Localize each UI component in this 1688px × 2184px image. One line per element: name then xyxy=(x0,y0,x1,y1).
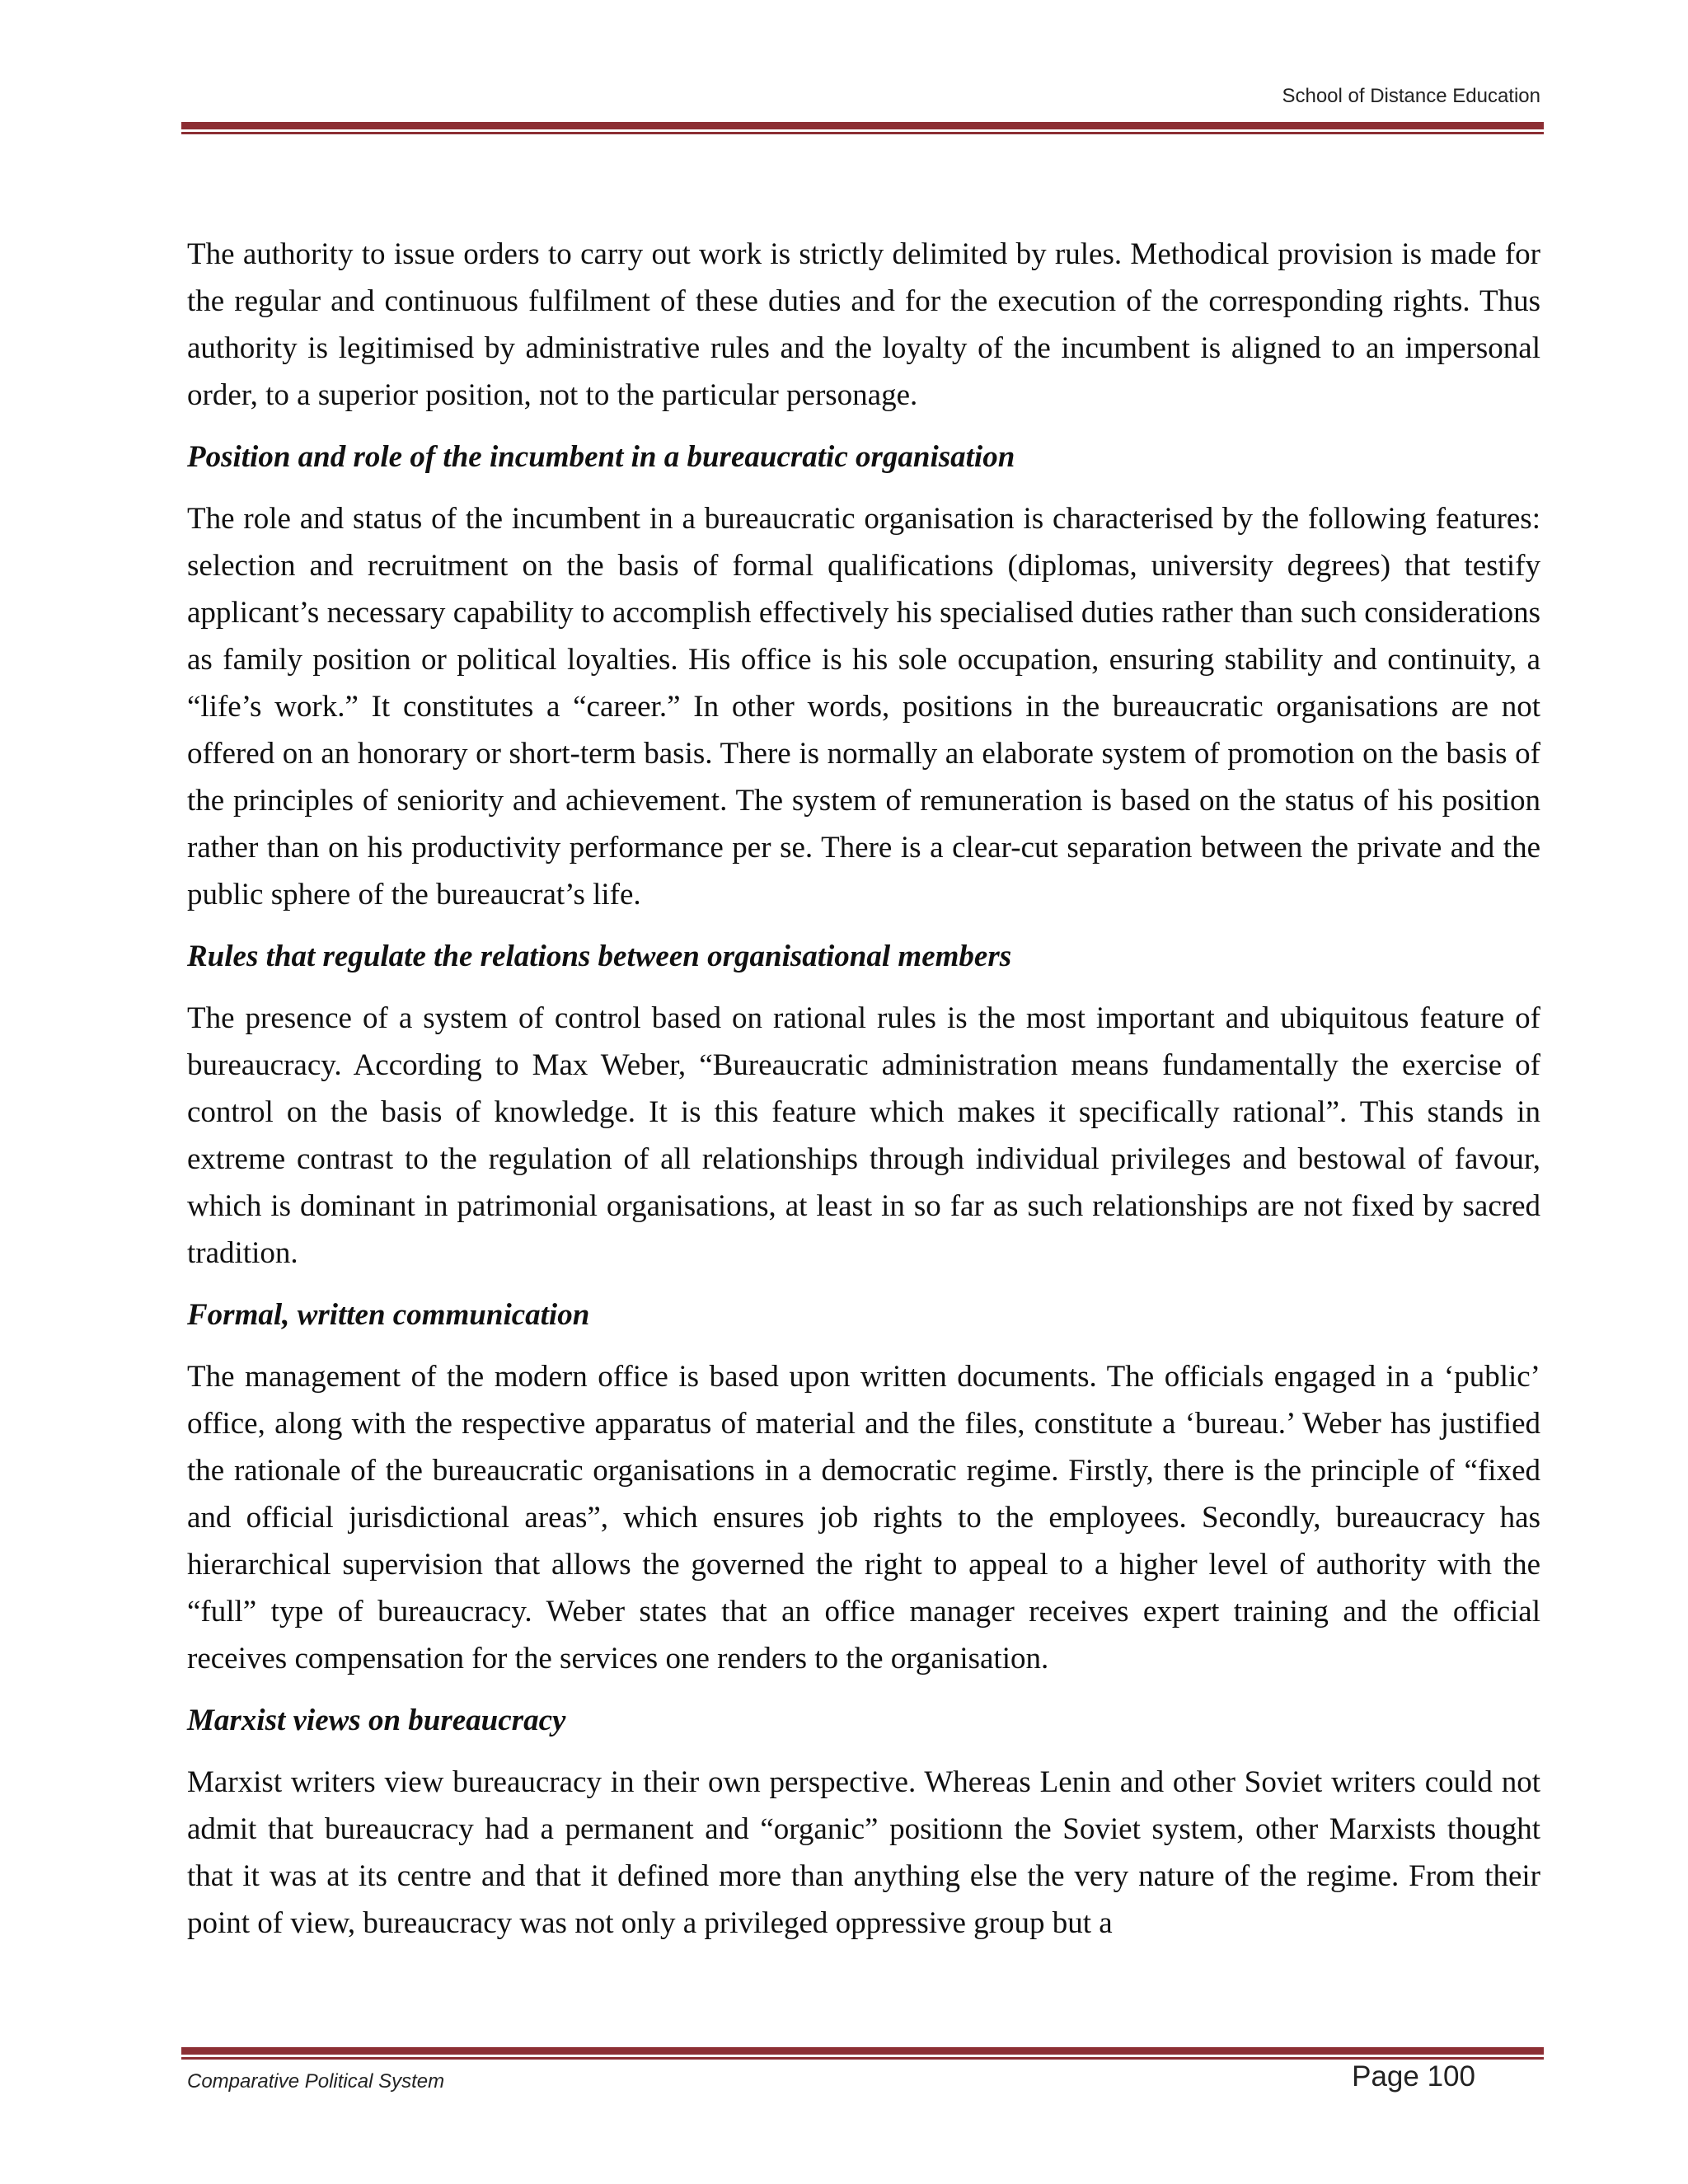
page-content xyxy=(187,231,1540,1961)
header-rule-thick xyxy=(181,122,1544,129)
paragraph-control-rules: The presence of a system of control based on rational rules is the most important and ubiquitous feature of bureaucracy. According to Max Weber, “Bureaucratic administration means fundamentally the exercise of control on the basis of knowledge. It is this feature which makes it specifically rational”. This stands in extreme contrast to the regulation of all relationships through individual privileges and bestowal of favour, which is dominant in patrimonial organisations, at least in so far as such relationships are not fixed by sacred tradition. xyxy=(187,1001,1540,1270)
heading-marxist-views: Marxist views on bureaucracy xyxy=(187,1704,566,1737)
heading-rules-relations: Rules that regulate the relations between organisational members xyxy=(187,940,1012,973)
header-rule-thin xyxy=(181,132,1544,134)
footer-course-title: Comparative Political System xyxy=(187,2070,445,2093)
paragraph-role-status: The role and status of the incumbent in a bureaucratic organisation is characterised by the following features: selection and recruitment on the basis of formal qualifications (diplomas, university degrees) that testify applicant’s necessary capability to accomplish effectively his specialised duties rather than such considerations as family position or political loyalties. His office is his sole occupation, ensuring stability and continuity, a “life’s work.” It constitutes a “career.” In other words, positions in the bureaucratic organisations are not offered on an honorary or short-term basis. There is normally an elaborate system of promotion on the basis of the principles of seniority and achievement. The system of remuneration is based on the status of his position rather than on his productivity performance per se. There is a clear-cut separation between the private and the public sphere of the bureaucrat’s life. xyxy=(187,502,1540,912)
header-institution: School of Distance Education xyxy=(1282,85,1540,107)
heading-written-communication: Formal, written communication xyxy=(187,1298,590,1332)
footer-rule-thick xyxy=(181,2047,1544,2055)
header-rule xyxy=(181,122,1544,134)
heading-position-role: Position and role of the incumbent in a bureaucratic organisation xyxy=(187,440,1015,474)
footer-rule xyxy=(181,2047,1544,2060)
paragraph-marxist-writers: Marxist writers view bureaucracy in their own perspective. Whereas Lenin and other Soviet writers could not admit that bureaucracy had a permanent and “organic” positionn the Soviet system, other Marxists thought that it was at its centre and that it defined more than anything else the very nature of the regime. From their point of view, bureaucracy was not only a privileged oppressive group but a xyxy=(187,1765,1540,1940)
paragraph-modern-office: The management of the modern office is based upon written documents. The officials engaged in a ‘public’ office, along with the respective apparatus of material and the files, constitute a ‘bureau.’ Weber has justified the rationale of the bureaucratic organisations in a democratic regime. Firstly, there is the principle of “fixed and official jurisdictional areas”, which ensures job rights to the employees. Secondly, bureaucracy has hierarchical supervision that allows the governed the right to appeal to a higher level of authority with the “full” type of bureaucracy. Weber states that an office manager receives expert training and the official receives compensation for the services one renders to the organisation. xyxy=(187,1360,1540,1675)
footer-rule-thin xyxy=(181,2057,1544,2060)
footer-page-number: Page 100 xyxy=(1352,2060,1475,2093)
paragraph-authority: The authority to issue orders to carry out work is strictly delimited by rules. Methodical provision is made for the regular and continuous fulfilment of these duties and for the execution of the corresponding rights. Thus authority is legitimised by administrative rules and the loyalty of the incumbent is aligned to an impersonal order, to a superior position, not to the particular personage. xyxy=(187,237,1540,412)
